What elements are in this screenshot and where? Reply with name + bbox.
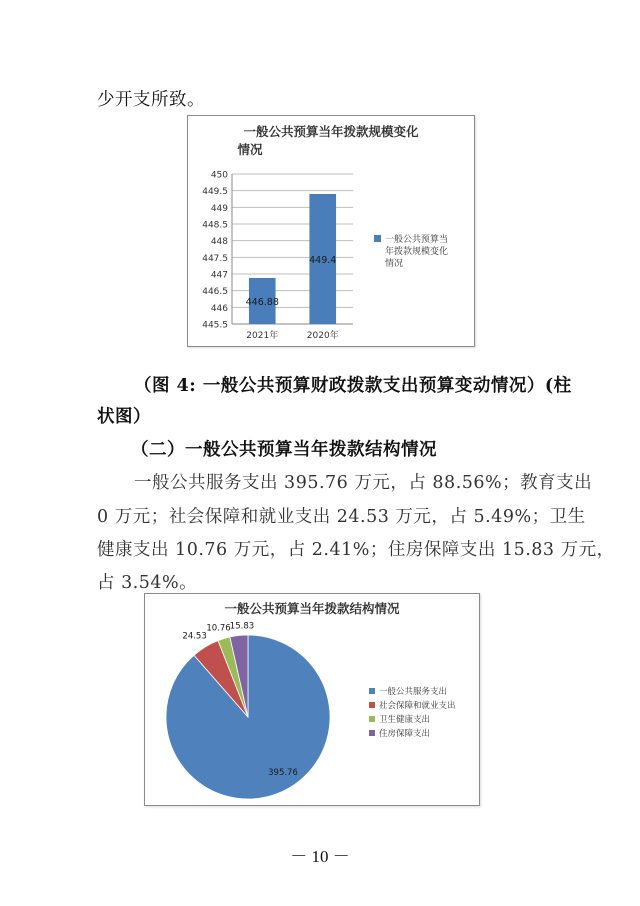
bar-y-tick-label: 447: [210, 270, 228, 281]
bar-y-tick-label: 446.5: [202, 287, 228, 298]
paragraph-line-1: 一般公共服务支出 395.76 万元，占 88.56%；教育支出: [134, 473, 593, 493]
bar-y-tick-label: 449: [210, 203, 228, 214]
pie-chart: [145, 594, 479, 805]
bar-legend-line-2: 年拨款规模变化: [385, 247, 449, 257]
pie-legend-label: 一般公共服务支出: [379, 687, 448, 697]
bar-chart-title-line-2: 情况: [237, 142, 263, 157]
bar-value-label: 446.88: [245, 297, 279, 308]
pie-legend-swatch: [369, 730, 375, 736]
pie-value-label: 395.76: [268, 768, 298, 778]
pie-legend-label: 住房保障支出: [379, 729, 431, 739]
bar-chart-title-line-1: 一般公共预算当年拨款规模变化: [243, 124, 419, 139]
paragraph-line-3: 健康支出 10.76 万元，占 2.41%；住房保障支出 15.83 万元，: [97, 540, 615, 560]
bar-category-label: 2020年: [306, 331, 339, 341]
text-line-top: 少开支所致。: [97, 90, 205, 110]
paragraph-line-2: 0 万元；社会保障和就业支出 24.53 万元，占 5.49%；卫生: [97, 507, 586, 527]
bar-chart-frame: [187, 115, 475, 347]
bar-y-tick-label: 445.5: [202, 320, 228, 331]
bar-legend-line-3: 情况: [385, 259, 404, 269]
figure-caption-line-2: 状图）: [97, 407, 151, 427]
pie-legend-label: 卫生健康支出: [379, 715, 431, 725]
pie-chart-title: 一般公共预算当年拨款结构情况: [224, 601, 400, 616]
bar-y-tick-label: 449.5: [202, 187, 228, 198]
pie-legend-swatch: [369, 702, 375, 708]
pie-legend-swatch: [369, 716, 375, 722]
bar-y-tick-label: 448.5: [202, 220, 228, 231]
bar-legend-swatch: [374, 235, 381, 242]
bar-y-tick-label: 447.5: [202, 253, 228, 264]
bar-y-tick-label: 450: [210, 170, 228, 181]
figure-caption-line-1: （图 4: 一般公共预算财政拨款支出预算变动情况）(柱: [134, 376, 572, 396]
pie-value-label: 10.76: [206, 623, 231, 634]
bar-y-tick-label: 446: [210, 303, 228, 314]
pie-value-label: 15.83: [229, 621, 255, 632]
pie-value-label: 24.53: [182, 631, 207, 642]
pie-legend-swatch: [369, 688, 375, 694]
paragraph-line-4: 占 3.54%。: [97, 573, 198, 593]
page-number: － 10 －: [290, 847, 350, 866]
bar-value-label: 449.4: [309, 255, 337, 266]
section-heading: （二）一般公共预算当年拨款结构情况: [131, 440, 437, 460]
bar-legend-line-1: 一般公共预算当: [385, 235, 449, 245]
bar-category-label: 2021年: [246, 331, 279, 341]
bar-y-tick-label: 448: [210, 237, 228, 248]
pie-legend-label: 社会保障和就业支出: [379, 701, 456, 711]
pie-chart-frame: [144, 593, 480, 806]
bar-chart: [188, 116, 474, 346]
